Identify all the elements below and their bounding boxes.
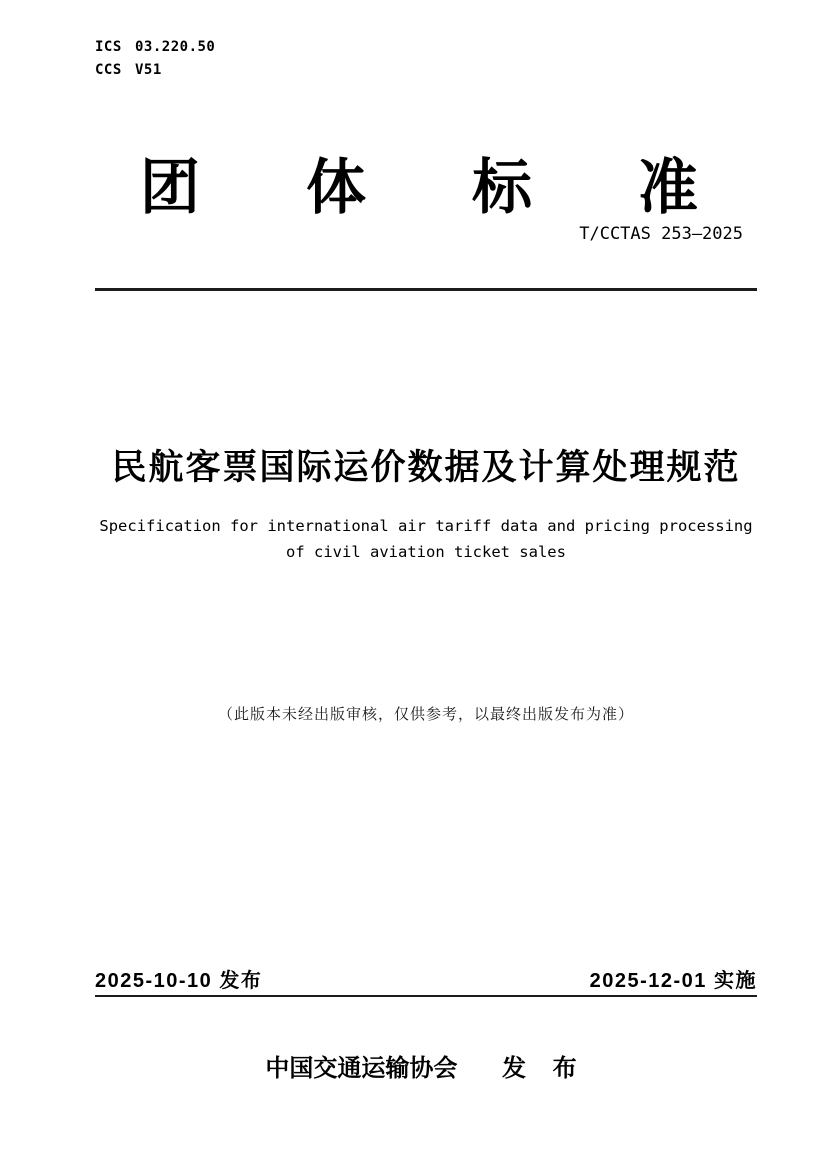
document-title-english-line2: of civil aviation ticket sales <box>286 543 566 561</box>
footer-divider-line <box>95 995 757 997</box>
ccs-label: CCS <box>95 62 122 78</box>
document-title-english-line1: Specification for international air tariff data and pricing processing <box>99 517 753 535</box>
doc-type-title <box>140 154 698 221</box>
publisher-row <box>95 1048 757 1083</box>
issue-date: 2025-10-10 发布 <box>95 970 263 992</box>
draft-disclaimer-note: （此版本未经出版审核，仅供参考，以最终出版发布为准） <box>217 707 634 723</box>
doc-type-char: 体 <box>306 154 366 221</box>
ics-label: ICS <box>95 39 122 55</box>
doc-type-char: 准 <box>638 154 698 221</box>
ics-value: 03.220.50 <box>135 39 216 55</box>
dates-row <box>95 964 757 993</box>
publish-action-label: 发 布 <box>502 1055 587 1082</box>
classification-codes <box>95 36 215 82</box>
doc-type-char: 团 <box>140 154 200 221</box>
ccs-code-row <box>95 59 215 82</box>
standard-number: T/CCTAS 253—2025 <box>579 224 743 244</box>
doc-type-char: 标 <box>472 154 532 221</box>
implementation-date: 2025-12-01 实施 <box>589 970 757 992</box>
header-divider-line <box>95 288 757 291</box>
ccs-value: V51 <box>135 62 162 78</box>
document-title-chinese: 民航客票国际运价数据及计算处理规范 <box>111 448 741 487</box>
document-title-english <box>77 513 775 565</box>
publisher-name: 中国交通运输协会 <box>265 1055 458 1082</box>
ics-code-row <box>95 36 215 59</box>
